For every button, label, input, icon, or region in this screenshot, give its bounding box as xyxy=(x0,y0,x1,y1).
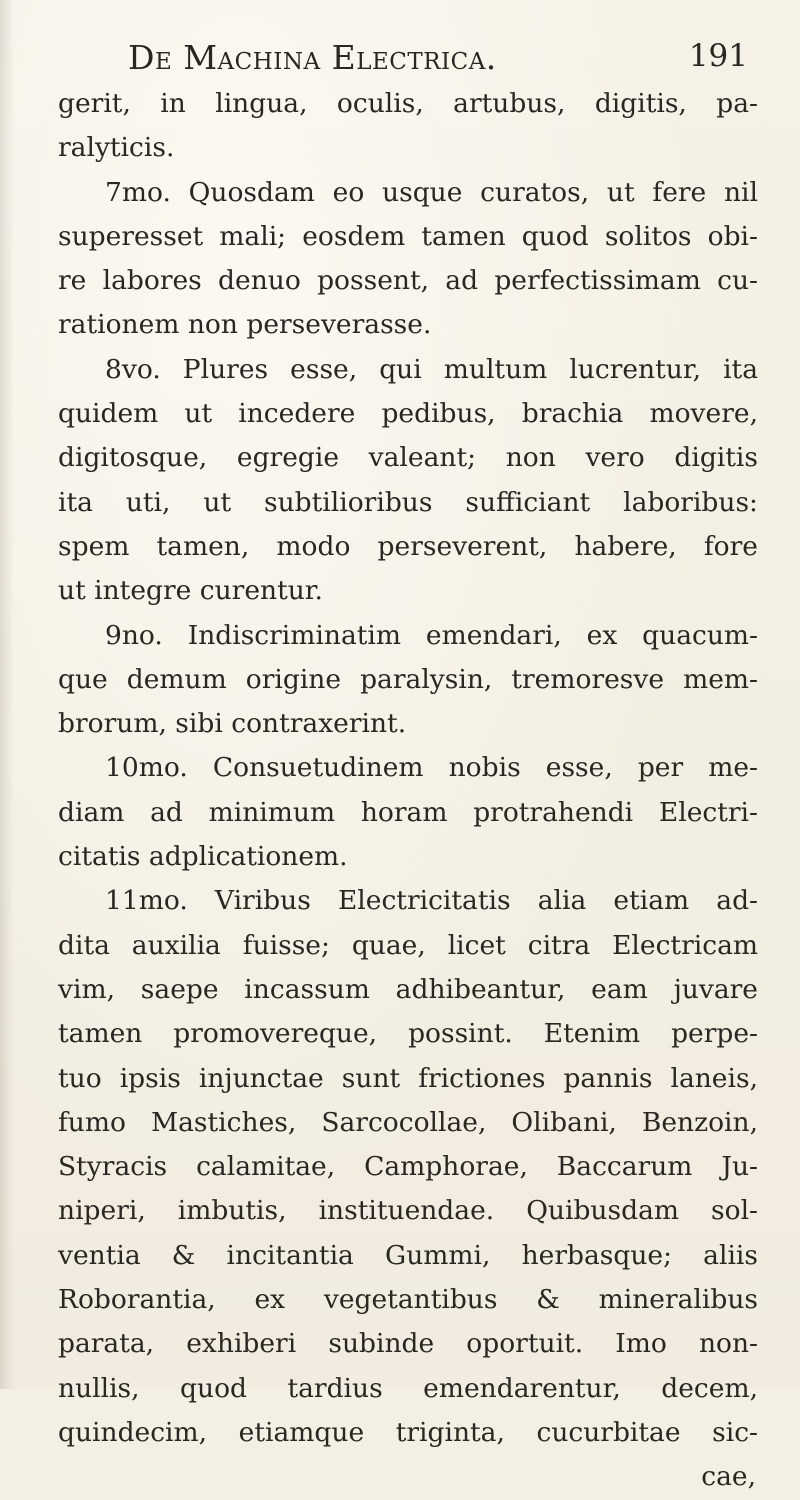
text-line: vim, saepe incassum adhibeantur, eam juvare xyxy=(58,973,758,1005)
text-line: 10mo. Consuetudinem nobis esse, per me- xyxy=(105,752,758,784)
text-line: dita auxilia fuisse; quae, licet citra Electricam xyxy=(58,929,758,961)
text-line: quidem ut incedere pedibus, brachia movere, xyxy=(58,398,758,430)
text-line: 8vo. Plures esse, qui multum lucrentur, ita xyxy=(105,353,758,385)
gutter-shadow xyxy=(0,0,14,1389)
page-number: 191 xyxy=(688,38,748,74)
text-line: tamen promovereque, possint. Etenim perpe- xyxy=(58,1018,758,1050)
text-line: Styracis calamitae, Camphorae, Baccarum Ju- xyxy=(58,1151,758,1183)
text-line: ita uti, ut subtilioribus sufficiant laboribus: xyxy=(58,486,758,518)
text-line: 7mo. Quosdam eo usque curatos, ut fere nil xyxy=(105,176,758,208)
text-line: re labores denuo possent, ad perfectissimam cu- xyxy=(58,265,758,297)
text-line: que demum origine paralysin, tremoresve mem- xyxy=(58,663,758,695)
text-line: Roborantia, ex vegetantibus & mineralibus xyxy=(58,1284,758,1316)
text-line: ut integre curentur. xyxy=(58,575,323,607)
text-line: digitosque, egregie valeant; non vero digitis xyxy=(58,442,758,474)
running-title: De Machina Electrica. xyxy=(128,38,497,77)
text-line: ralyticis. xyxy=(58,132,175,164)
body-text xyxy=(58,82,758,1500)
text-line: diam ad minimum horam protrahendi Electri- xyxy=(58,796,758,828)
catchword: cae, xyxy=(701,1461,756,1493)
text-line: niperi, imbutis, instituendae. Quibusdam sol- xyxy=(58,1195,758,1227)
text-line: rationem non perseverasse. xyxy=(58,309,432,341)
text-line: brorum, sibi contraxerint. xyxy=(58,708,407,740)
text-line: tuo ipsis injunctae sunt frictiones pannis laneis, xyxy=(58,1062,758,1094)
text-line: superesset mali; eosdem tamen quod solitos obi- xyxy=(58,220,758,252)
text-line: ventia & incitantia Gummi, herbasque; aliis xyxy=(58,1239,758,1271)
text-line: parata, exhiberi subinde oportuit. Imo non- xyxy=(58,1328,758,1360)
text-line: 9no. Indiscriminatim emendari, ex quacum- xyxy=(105,619,758,651)
text-line: spem tamen, modo perseverent, habere, fore xyxy=(58,530,758,562)
text-line: 11mo. Viribus Electricitatis alia etiam ad- xyxy=(105,885,758,917)
page-header xyxy=(128,38,748,78)
text-line: quindecim, etiamque triginta, cucurbitae sic- xyxy=(58,1416,758,1448)
text-line: nullis, quod tardius emendarentur, decem, xyxy=(58,1372,758,1404)
text-line: citatis adplicationem. xyxy=(58,841,348,873)
text-line: fumo Mastiches, Sarcocollae, Olibani, Benzoin, xyxy=(58,1106,758,1138)
text-line: gerit, in lingua, oculis, artubus, digitis, pa- xyxy=(58,88,758,119)
